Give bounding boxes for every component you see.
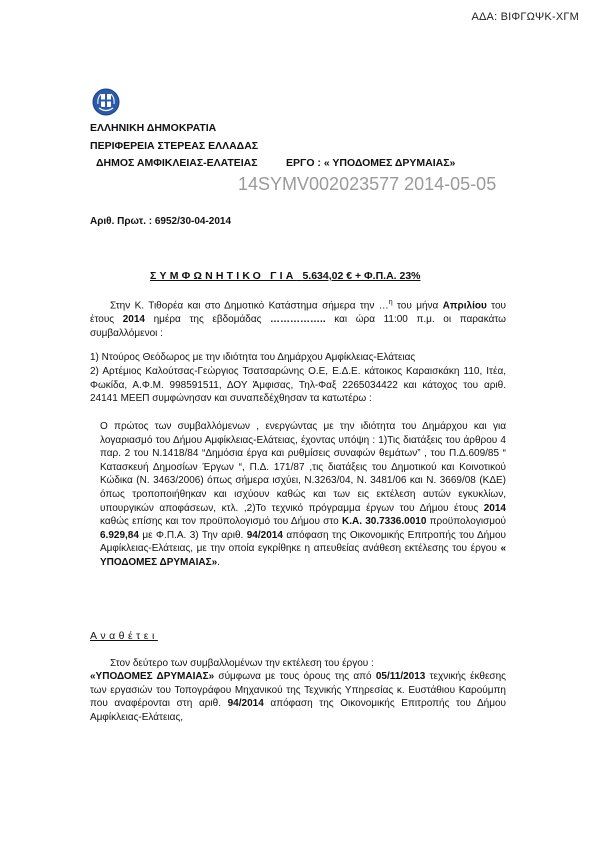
- assignment-intro: Στον δεύτερο των συμβαλλομένων την εκτέλεση του έργου :: [110, 658, 374, 669]
- protocol-number: Αριθ. Πρωτ. : 6952/30-04-2014: [90, 216, 232, 227]
- assigns-heading: Αναθέτει: [90, 630, 158, 642]
- header-municipality: ΔΗΜΟΣ ΑΜΦΙΚΛΕΙΑΣ-ΕΛΑΤΕΙΑΣ: [96, 157, 258, 169]
- greek-emblem-icon: [92, 88, 120, 116]
- ada-code: ΑΔΑ: ΒΙΦΓΩΨΚ-ΧΓΜ: [471, 11, 579, 23]
- main-paragraph: Ο πρώτος των συμβαλλόμενων , ενεργώντας με την ιδιότητα του Δημάρχου και για λογαριασμό του Δήμου Αμφίκλειας-Ελάτειας, έχοντας υπόψη : 1)Τις διατάξεις του άρθρου 4 παρ. 2 του Ν.1418/84 “Δημόσια έργα και ρυθμίσεις συναφών θεμάτων” , του Π.Δ.609/85 “ Κατασκευή Δημοσίων Έργων “, Π.Δ. 171/87 ,τις διατάξεις του Δημοτικού και Κοινοτικού Κώδικα (Ν. 3463/2006) όπως σήμερα ισχύει, Ν.3263/04, Ν. 3481/06 και Ν. 3669/08 (ΚΔΕ) όπως τροποποιήθηκαν και ισχύουν καθώς και των εις εκτέλεση αυτών εγκυκλίων, υπουργικών αποφάσεων, κτλ. ,2)Το τεχνικό πρόγραμμα έργων του Δήμου έτους 2014 καθώς επίσης και τον προϋπολογισμό του Δήμου στο Κ.Α. 30.7336.0010 προϋπολογισμού 6.929,84 με Φ.Π.Α. 3) Την αριθ. 94/2014 απόφαση της Οικονομικής Επιτροπής του Δήμου Αμφίκλειας-Ελάτειας, με την οποία εγκρίθηκε η απευθείας ανάθεση εκτέλεσης του έργου « ΥΠΟΔΟΜΕΣ ΔΡΥΜΑΙΑΣ».: [100, 421, 506, 568]
- header-project: ΕΡΓΟ : « ΥΠΟΔΟΜΕΣ ΔΡΥΜΑΙΑΣ»: [286, 157, 456, 169]
- title-label: ΣΥΜΦΩΝΗΤΙΚΟ ΓΙΑ: [150, 270, 297, 282]
- party-2: 2) Αρτέμιος Καλούτσας-Γεώργιος Τσατσαρώνης Ο.Ε, Ε.Δ.Ε. κάτοικος Καραισκάκη 110, Ιτέα, Φωκίδα, Α.Φ.Μ. 998591511, ΔΟΥ Άμφισας, Τηλ-Φαξ 2265034422 και κάτοχος του αριθ. 24141 ΜΕΕΠ συμφώνησαν και συναπεδέχθησαν τα κατωτέρω :: [90, 366, 506, 405]
- document-title: [150, 270, 421, 282]
- title-amount: 5.634,02 € + Φ.Π.Α. 23%: [302, 270, 421, 282]
- registration-stamp: 14SYMV002023577 2014-05-05: [238, 174, 497, 194]
- header-region: ΠΕΡΙΦΕΡΕΙΑ ΣΤΕΡΕΑΣ ΕΛΛΑΔΑΣ: [90, 140, 259, 152]
- assignment-paragraph: «ΥΠΟΔΟΜΕΣ ΔΡΥΜΑΙΑΣ» σύμφωνα με τους όρους της από 05/11/2013 τεχνικής έκθεσης των εργασιών του Τοπογράφου Μηχανικού της Τεχνικής Υπηρεσίας κ. Ευστάθιου Καρούμπη που αναφέρονται στη αριθ. 94/2014 απόφαση της Οικονομικής Επιτροπής του Δήμου Αμφίκλειας-Ελάτειας,: [90, 671, 506, 723]
- party-1: 1) Ντούρος Θεόδωρος με την ιδιότητα του Δημάρχου Αμφίκλειας-Ελάτειας: [90, 352, 416, 363]
- header-country: ΕΛΛΗΝΙΚΗ ΔΗΜΟΚΡΑΤΙΑ: [90, 122, 217, 134]
- intro-paragraph: Στην Κ. Τιθορέα και στο Δημοτικό Κατάστημα σήμερα την …$^\eta$ του μήνα Απριλίου του έτους 2014 ημέρα της εβδομάδας …………….. και ώρα 11:00 π.μ. οι παρακάτω συμβαλλόμενοι :: [90, 299, 506, 339]
